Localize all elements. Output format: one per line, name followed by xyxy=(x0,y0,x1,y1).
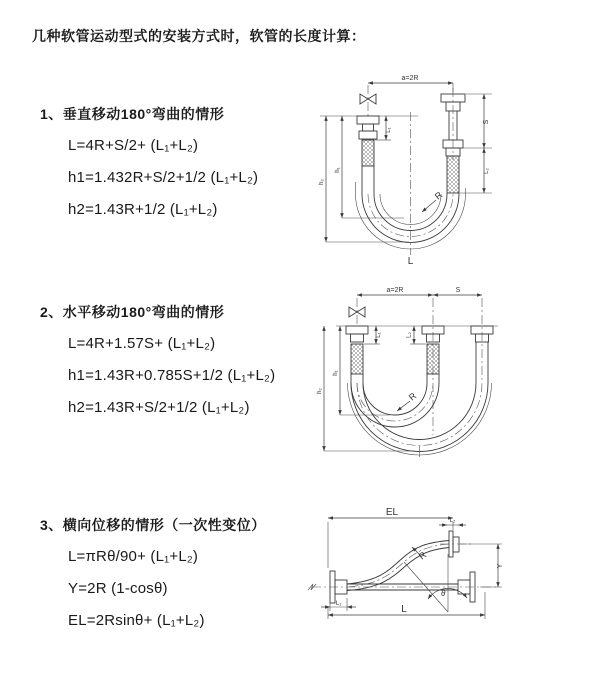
svg-text:a=2R: a=2R xyxy=(386,287,404,294)
dimension-s xyxy=(460,94,492,193)
dimension-l2 xyxy=(439,518,466,525)
hose-s-curve xyxy=(347,541,449,591)
svg-text:h₁: h₁ xyxy=(335,167,341,173)
dimension-s xyxy=(433,287,482,295)
left-flange xyxy=(357,116,379,139)
section-1-heading: 1、垂直移动180°弯曲的情形 xyxy=(40,106,225,122)
dimension-h2 xyxy=(317,326,415,451)
dimension-l1 xyxy=(375,116,392,140)
angle-construction xyxy=(404,554,467,612)
section-3-heading: 3、横向位移的情形（一次性变位） xyxy=(40,517,266,533)
formula: h1=1.43R+0.785S+1/2 (L₁+L₂) xyxy=(68,367,276,384)
svg-text:R: R xyxy=(416,549,429,562)
dimension-a2r xyxy=(357,287,433,295)
page-title: 几种软管运动型式的安装方式时，软管的长度计算： xyxy=(32,28,366,44)
svg-text:h₁: h₁ xyxy=(333,370,339,376)
svg-text:S: S xyxy=(483,119,490,125)
dimension-l1 xyxy=(364,326,382,344)
diagram-horizontal-180-bend xyxy=(310,283,600,468)
formula: EL=2Rsinθ+ (L₁+L₂) xyxy=(68,612,205,629)
braided-hose-section xyxy=(427,344,439,374)
svg-text:Y: Y xyxy=(497,563,504,569)
svg-text:L₂: L₂ xyxy=(449,518,456,524)
dimension-l xyxy=(328,592,485,619)
braided-hose-section xyxy=(362,140,374,166)
svg-text:h₂: h₂ xyxy=(317,388,323,394)
length-label: L xyxy=(407,256,414,266)
svg-text:L₂: L₂ xyxy=(406,332,413,338)
svg-text:R: R xyxy=(406,390,419,403)
svg-text:S: S xyxy=(455,287,461,294)
svg-text:a=2R: a=2R xyxy=(401,75,419,82)
braided-hose-section xyxy=(351,344,363,374)
dimension-l2 xyxy=(484,148,490,193)
diagram-vertical-180-bend xyxy=(312,70,600,266)
svg-text:EL: EL xyxy=(385,507,399,518)
formula: h1=1.432R+S/2+1/2 (L₁+L₂) xyxy=(68,169,259,186)
formula: h2=1.43R+1/2 (L₁+L₂) xyxy=(68,201,218,218)
svg-text:L: L xyxy=(401,604,407,615)
radius-callout xyxy=(422,189,445,212)
braided-hose-section xyxy=(447,156,459,193)
dimension-el xyxy=(328,507,453,568)
dimension-l1 xyxy=(321,598,356,611)
svg-text:L₁: L₁ xyxy=(335,601,342,607)
svg-text:L₂: L₂ xyxy=(484,168,490,174)
formula: L=4R+1.57S+ (L₁+L₂) xyxy=(68,335,216,352)
svg-text:R: R xyxy=(432,189,445,202)
formula: h2=1.43R+S/2+1/2 (L₁+L₂) xyxy=(68,399,250,416)
svg-text:h₂: h₂ xyxy=(319,179,325,185)
diagram-lateral-displacement xyxy=(300,500,600,652)
hose-u-bend-original xyxy=(351,383,439,427)
formula: L=4R+S/2+ (L₁+L₂) xyxy=(68,137,199,154)
dimension-a2r xyxy=(368,75,453,92)
left-flange xyxy=(346,326,368,342)
svg-text:L₁: L₁ xyxy=(376,332,382,338)
formula: L=πRθ/90+ (L₁+L₂) xyxy=(68,548,199,565)
section-2-heading: 2、水平移动180°弯曲的情形 xyxy=(40,304,225,320)
formula: Y=2R (1-cosθ) xyxy=(68,580,168,597)
dimension-y xyxy=(460,544,504,587)
dimension-l2 xyxy=(407,326,427,344)
svg-text:L₁: L₁ xyxy=(386,127,392,133)
angle-label: θ xyxy=(441,589,446,598)
